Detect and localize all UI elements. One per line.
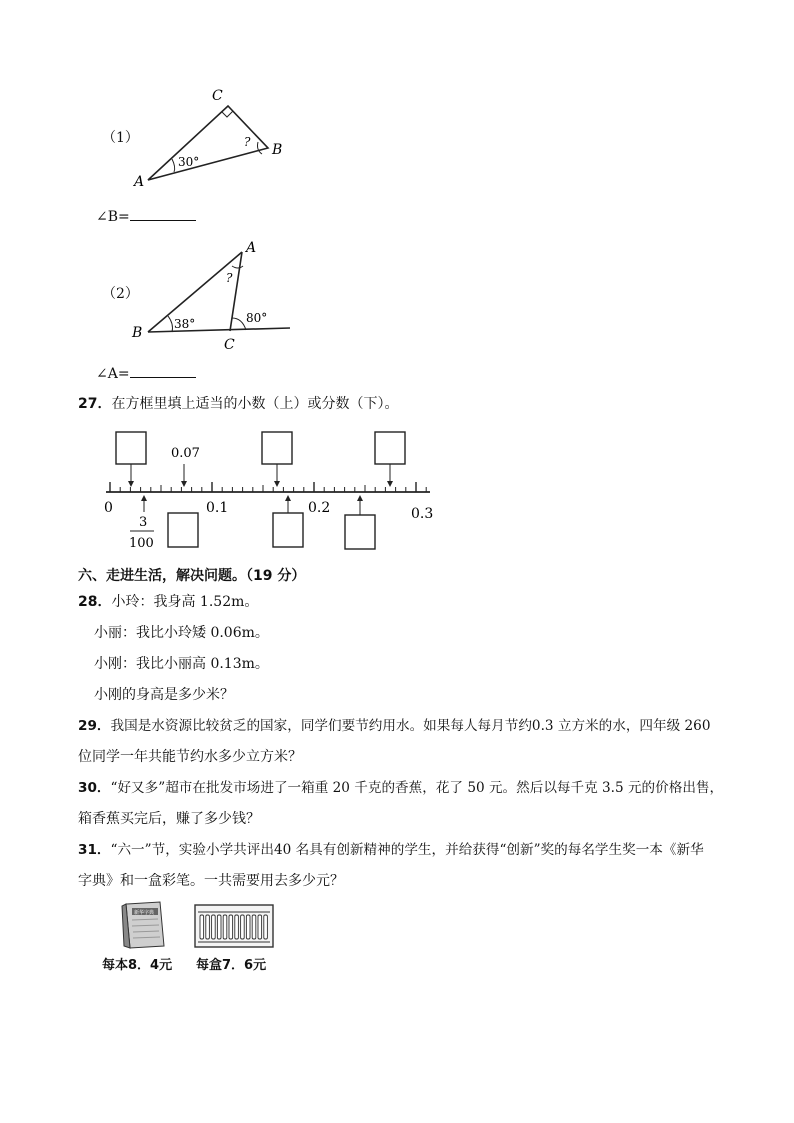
tick-label-0.3: 0.3 <box>411 506 434 522</box>
q28-number: 28 <box>78 594 98 610</box>
q26-part2-label: （2） <box>102 286 139 302</box>
q31-line1: 31．“六一”节，实验小学共评出40 名具有创新精神的学生，并给获得“创新”奖的每名学生奖一本《新华 <box>78 842 704 858</box>
answer-box-top-2[interactable] <box>262 432 292 464</box>
crayon-box-image <box>194 904 274 948</box>
crayon <box>241 915 245 939</box>
dictionary-image <box>120 900 168 950</box>
dictionary-cover-text: 新华字典 <box>134 910 155 916</box>
angle-label-30: 30° <box>178 155 200 169</box>
crayon <box>200 915 204 939</box>
q30-line2: 箱香蕉买完后，赚了多少钱？ <box>78 811 260 827</box>
angle-label-38: 38° <box>174 317 196 331</box>
number-line-figure <box>98 426 443 556</box>
q30-text-1: “好又多”超市在批发市场进了一箱重 20 千克的香蕉，花了 50 元。然后以每千克 3.5 元的价格出售， <box>110 780 724 796</box>
crayon <box>235 915 239 939</box>
fraction-numerator: 3 <box>139 515 148 530</box>
vertex-c-2: C <box>224 337 235 351</box>
q27-number: 27 <box>78 396 98 412</box>
answer-blank-b[interactable] <box>130 207 196 221</box>
angle-label-80: 80° <box>246 311 268 325</box>
q31-text-1: “六一”节，实验小学共评出40 名具有创新精神的学生，并给获得“创新”奖的每名学生奖一本《新华 <box>110 842 704 858</box>
tick-label-0.2: 0.2 <box>308 500 331 516</box>
triangle-figure-2 <box>128 236 303 351</box>
crayon <box>217 915 221 939</box>
answer-box-bottom-3[interactable] <box>345 515 375 549</box>
crayon <box>258 915 262 939</box>
answer-box-top-1[interactable] <box>116 432 146 464</box>
dictionary-price-caption: 每本8．4元 <box>102 958 173 973</box>
crayon <box>252 915 256 939</box>
answer-box-bottom-2[interactable] <box>273 513 303 547</box>
q29-number: 29 <box>78 718 97 734</box>
vertex-b-2: B <box>132 325 143 341</box>
crayon <box>223 915 227 939</box>
crayon-price-caption: 每盒7．6元 <box>196 958 267 973</box>
answer-blank-a[interactable] <box>130 364 196 378</box>
q28-text-1: 小玲：我身高 1.52m。 <box>111 594 259 610</box>
q31-number: 31 <box>78 842 97 858</box>
triangle-figure-1 <box>128 84 298 194</box>
crayon <box>264 915 268 939</box>
q30-line1: 30．“好又多”超市在批发市场进了一箱重 20 千克的香蕉，花了 50 元。然后以每千克 3.5 元的价格出售， <box>78 780 724 796</box>
q26-part1-label: （1） <box>102 130 139 146</box>
q30-number: 30 <box>78 780 97 796</box>
q28-line1: 28．小玲：我身高 1.52m。 <box>78 594 259 610</box>
answer-prompt-a: ∠A= <box>96 366 130 382</box>
crayon <box>246 915 250 939</box>
crayon <box>206 915 210 939</box>
section-title: 六、走进生活，解决问题。（19 分） <box>78 568 306 584</box>
q29-line1: 29．我国是水资源比较贫乏的国家，同学们要节约用水。如果每人每月节约0.3 立方米的水，四年级 260 <box>78 718 711 734</box>
q29-text-1: 我国是水资源比较贫乏的国家，同学们要节约用水。如果每人每月节约0.3 立方米的水，四年级 260 <box>110 718 711 734</box>
crayon <box>212 915 216 939</box>
vertex-b-1: B <box>272 142 283 158</box>
q27-text: 在方框里填上适当的小数（上）或分数（下）。 <box>111 396 399 412</box>
q29-line2: 位同学一年共能节约水多少立方米？ <box>78 749 302 765</box>
given-decimal-label: 0.07 <box>171 446 200 461</box>
unknown-angle-b: ? <box>244 135 251 149</box>
answer-prompt-b: ∠B= <box>96 209 130 225</box>
tick-label-0.1: 0.1 <box>206 500 229 516</box>
vertex-a-2: A <box>246 240 257 256</box>
vertex-c-1: C <box>212 88 223 104</box>
crayon <box>229 915 233 939</box>
q27-question: 27．在方框里填上适当的小数（上）或分数（下）。 <box>78 396 399 412</box>
q28-line3: 小刚：我比小丽高 0.13m。 <box>94 656 269 672</box>
answer-box-top-3[interactable] <box>375 432 405 464</box>
q26-part2-answer <box>96 364 196 384</box>
q26-part1-answer <box>96 207 196 227</box>
tick-label-0: 0 <box>104 500 113 516</box>
fraction-denominator: 100 <box>129 536 154 551</box>
answer-box-bottom-1[interactable] <box>168 513 198 547</box>
unknown-angle-a: ? <box>226 271 233 285</box>
q31-line2: 字典》和一盒彩笔。一共需要用去多少元？ <box>78 873 344 889</box>
vertex-a-1: A <box>134 174 145 190</box>
q28-line4: 小刚的身高是多少米？ <box>94 687 234 703</box>
number-line-ticks <box>110 482 426 492</box>
q28-line2: 小丽：我比小玲矮 0.06m。 <box>94 625 269 641</box>
